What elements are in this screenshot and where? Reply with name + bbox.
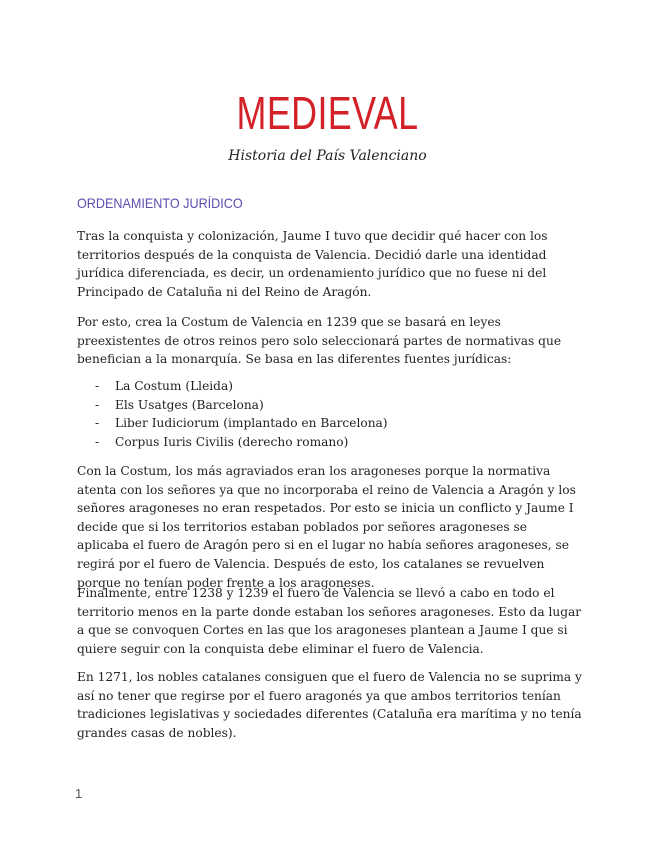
list-bullet: -: [95, 434, 100, 449]
list-item: [77, 396, 557, 415]
document-subtitle: Historia del País Valenciano: [228, 148, 427, 164]
list-item: [77, 433, 557, 452]
list-item-text: Els Usatges (Barcelona): [115, 397, 264, 412]
paragraph-4: [77, 584, 582, 658]
paragraph-text: Con la Costum, los más agraviados eran los aragoneses porque la normativa atenta con los señores ya que no incorporaba el reino de Valencia a Aragón y los señores aragoneses no eran respetados. Por esto se inicia un conflicto y Jaume I decide que si los territorios estaban poblados por señores aragoneses se aplicaba el fuero de Aragón pero si en el lugar no había señores aragoneses, se regirá por el fuero de Valencia. Después de esto, los catalanes se revuelven porque no tenían poder frente a los aragoneses.: [77, 464, 576, 590]
list-item: [77, 414, 557, 433]
legal-sources-list: [77, 377, 557, 451]
list-item-text: Liber Iudiciorum (implantado en Barcelona): [115, 416, 388, 431]
list-bullet: -: [95, 379, 100, 393]
list-bullet: -: [95, 416, 100, 431]
paragraph-2: [77, 313, 582, 369]
paragraph-text: Tras la conquista y colonización, Jaume I tuvo que decidir qué hacer con los territorios después de la conquista de Valencia. Decidió darle una identidad jurídica diferenciada, es decir, un ordenamiento jurídico que no fuese ni del Principado de Cataluña ni del Reino de Aragón.: [77, 229, 548, 299]
paragraph-text: Finalmente, entre 1238 y 1239 el fuero de Valencia se llevó a cabo en todo el territorio menos en la parte donde estaban los señores aragoneses. Esto da lugar a que se convoquen Cortes en las que los aragoneses plantean a Jaume I que si quiere seguir con la conquista debe eliminar el fuero de Valencia.: [77, 586, 582, 656]
paragraph-5: [77, 668, 582, 742]
document-title: MEDIEVAL: [236, 87, 419, 139]
paragraph-text: En 1271, los nobles catalanes consiguen que el fuero de Valencia no se suprima y así no tener que regirse por el fuero aragonés ya que ambos territorios tenían tradiciones legislativas y sociedades diferentes (Cataluña era marítima y no tenía grandes casas de nobles).: [77, 670, 582, 740]
list-bullet: -: [95, 397, 100, 412]
paragraph-text: Por esto, crea la Costum de Valencia en 1239 que se basará en leyes preexistentes de otros reinos pero solo seleccionará partes de normativas que benefician a la monarquía. Se basa en las diferentes fuentes jurídicas:: [77, 315, 562, 367]
paragraph-1: [77, 227, 582, 301]
section-heading: ORDENAMIENTO JURÍDICO: [77, 195, 243, 211]
paragraph-3: [77, 462, 582, 592]
list-item-text: Corpus Iuris Civilis (derecho romano): [115, 434, 349, 449]
list-item-text: La Costum (Lleida): [115, 379, 234, 393]
list-item: [77, 377, 557, 396]
page-number: 1: [75, 786, 83, 801]
